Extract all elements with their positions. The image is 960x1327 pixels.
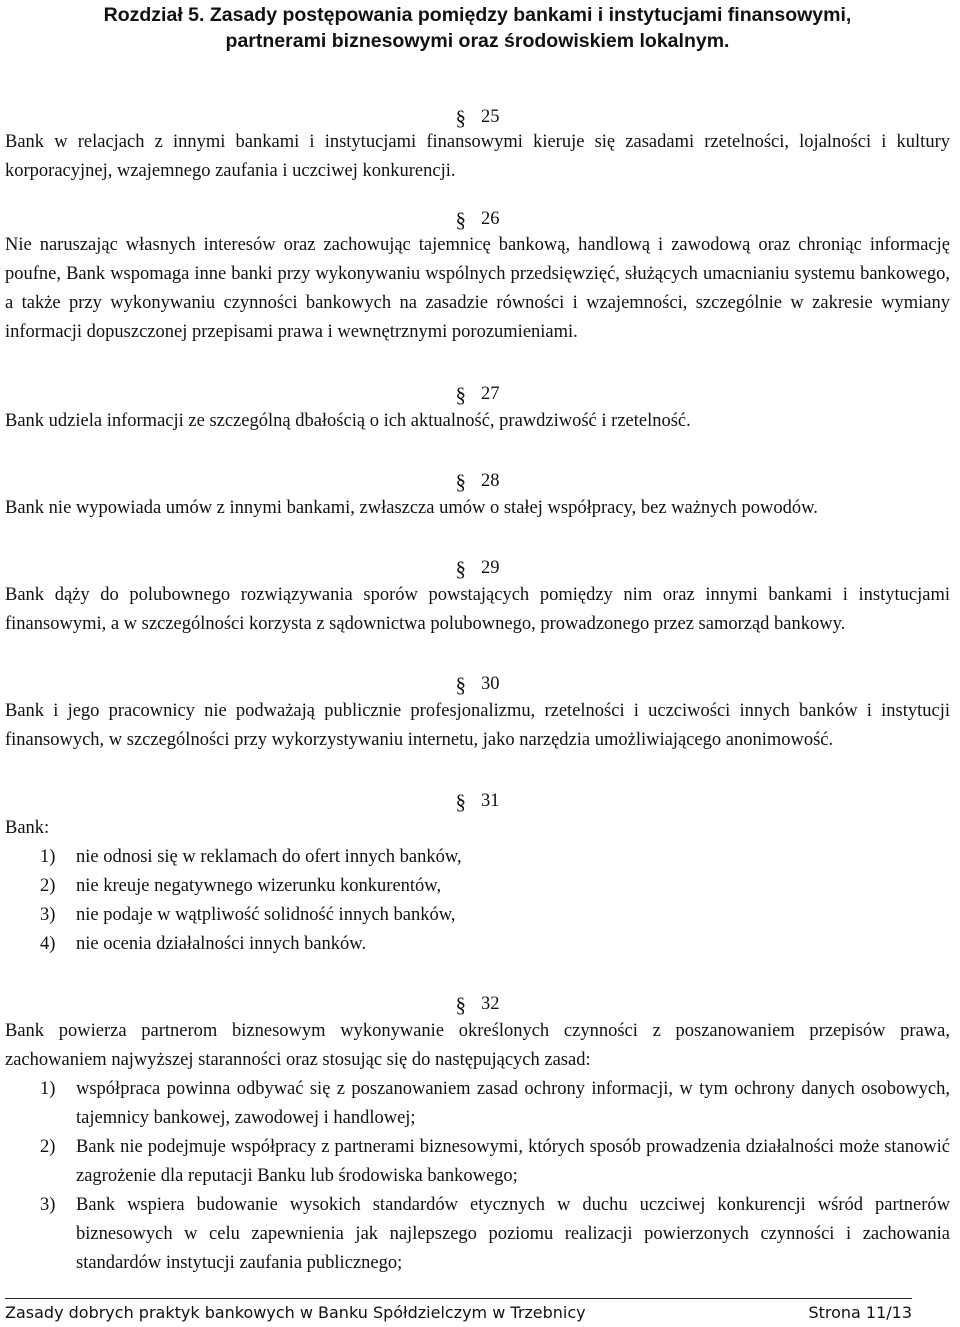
section-32-heading bbox=[5, 990, 950, 1016]
section-symbol: § bbox=[455, 993, 466, 1017]
section-symbol: § bbox=[455, 106, 466, 130]
list-item bbox=[5, 930, 950, 959]
section-30-text: Bank i jego pracownicy nie podważają publicznie profesjonalizmu, rzetelności i uczciwości innych banków i instytucji finansowych, w szczególności przy wykorzystywaniu internetu, jako narzędzia umożliwiającego anonimowość. bbox=[5, 701, 950, 750]
list-marker: 3) bbox=[40, 1195, 56, 1215]
section-symbol: § bbox=[455, 383, 466, 407]
section-31-intro: Bank: bbox=[5, 818, 50, 838]
page-footer bbox=[5, 1298, 912, 1324]
section-number: 28 bbox=[481, 471, 500, 491]
list-item-text: Bank wspiera budowanie wysokich standardów etycznych w duchu uczciwej konkurencji wśród partnerów biznesowych w celu zapewnienia jak najlepszego poziomu realizacji powierzonych czynności i zachowania standardów instytucji zaufania publicznego; bbox=[76, 1195, 950, 1273]
section-29-heading bbox=[5, 554, 950, 580]
section-number: 31 bbox=[481, 791, 500, 811]
list-marker: 1) bbox=[40, 847, 56, 867]
section-symbol: § bbox=[455, 208, 466, 232]
section-28-text: Bank nie wypowiada umów z innymi bankami, zwłaszcza umów o stałej współpracy, bez ważnych powodów. bbox=[5, 498, 818, 518]
list-marker: 1) bbox=[40, 1079, 56, 1099]
section-26-text: Nie naruszając własnych interesów oraz zachowując tajemnicę bankową, handlową i zawodową oraz chroniąc informację poufne, Bank wspomaga inne banki przy wykonywaniu wspólnych przedsięwzięć, służących umacnianiu systemu bankowego, a także przy wykonywaniu czynności bankowych na zasadzie równości i wzajemności, szczególnie w zakresie wymiany informacji dopuszczonej przepisami prawa i wewnętrznymi porozumieniami. bbox=[5, 235, 950, 342]
chapter-title-line-2: partnerami biznesowymi oraz środowiskiem lokalnym. bbox=[225, 30, 730, 52]
list-item bbox=[5, 872, 950, 901]
section-27-heading bbox=[5, 380, 950, 406]
section-32-intro: Bank powierza partnerom biznesowym wykonywanie określonych czynności z poszanowaniem przepisów prawa, zachowaniem najwyższej staranności oraz stosując się do następujących zasad: bbox=[5, 1021, 950, 1070]
list-item bbox=[5, 1133, 950, 1191]
section-26-heading bbox=[5, 205, 950, 231]
list-item-text: współpraca powinna odbywać się z poszanowaniem zasad ochrony informacji, w tym ochrony danych osobowych, tajemnicy bankowej, zawodowej i handlowej; bbox=[76, 1079, 950, 1128]
section-25-heading bbox=[5, 103, 950, 129]
chapter-title-line-1: Rozdział 5. Zasady postępowania pomiędzy bankami i instytucjami finansowymi, bbox=[103, 4, 852, 26]
list-item-text: Bank nie podejmuje współpracy z partnerami biznesowymi, których sposób prowadzenia działalności może stanowić zagrożenie dla reputacji Banku lub środowiska bankowego; bbox=[76, 1137, 950, 1186]
section-number: 29 bbox=[481, 558, 500, 578]
section-32-list bbox=[5, 1075, 950, 1278]
section-31-heading bbox=[5, 787, 950, 813]
section-number: 30 bbox=[481, 674, 500, 694]
list-marker: 2) bbox=[40, 1137, 56, 1157]
section-27-text: Bank udziela informacji ze szczególną dbałością o ich aktualność, prawdziwość i rzetelność. bbox=[5, 411, 691, 431]
section-number: 32 bbox=[481, 994, 500, 1014]
section-28-heading bbox=[5, 467, 950, 493]
list-item bbox=[5, 1191, 950, 1278]
section-number: 27 bbox=[481, 384, 500, 404]
list-item-text: nie odnosi się w reklamach do ofert innych banków, bbox=[76, 847, 462, 867]
list-marker: 2) bbox=[40, 876, 56, 896]
list-item bbox=[5, 843, 950, 872]
section-29-text: Bank dąży do polubownego rozwiązywania sporów powstających pomiędzy nim oraz innymi bankami i instytucjami finansowymi, a w szczególności korzysta z sądownictwa polubownego, prowadzonego przez samorząd bankowy. bbox=[5, 585, 950, 634]
section-number: 26 bbox=[481, 209, 500, 229]
list-marker: 4) bbox=[40, 934, 56, 954]
section-25-text: Bank w relacjach z innymi bankami i instytucjami finansowymi kieruje się zasadami rzetelności, lojalności i kultury korporacyjnej, wzajemnego zaufania i uczciwej konkurencji. bbox=[5, 132, 950, 181]
list-item-text: nie ocenia działalności innych banków. bbox=[76, 934, 367, 954]
chapter-title bbox=[5, 2, 950, 54]
section-symbol: § bbox=[455, 673, 466, 697]
section-31-list bbox=[5, 843, 950, 959]
list-marker: 3) bbox=[40, 905, 56, 925]
list-item-text: nie podaje w wątpliwość solidność innych banków, bbox=[76, 905, 456, 925]
section-symbol: § bbox=[455, 470, 466, 494]
section-number: 25 bbox=[481, 107, 500, 127]
footer-document-title: Zasady dobrych praktyk bankowych w Banku Spółdzielczym w Trzebnicy bbox=[5, 1303, 586, 1322]
section-symbol: § bbox=[455, 790, 466, 814]
section-symbol: § bbox=[455, 557, 466, 581]
list-item bbox=[5, 1075, 950, 1133]
list-item bbox=[5, 901, 950, 930]
footer-page-number: Strona 11/13 bbox=[808, 1303, 912, 1322]
list-item-text: nie kreuje negatywnego wizerunku konkurentów, bbox=[76, 876, 442, 896]
section-30-heading bbox=[5, 670, 950, 696]
